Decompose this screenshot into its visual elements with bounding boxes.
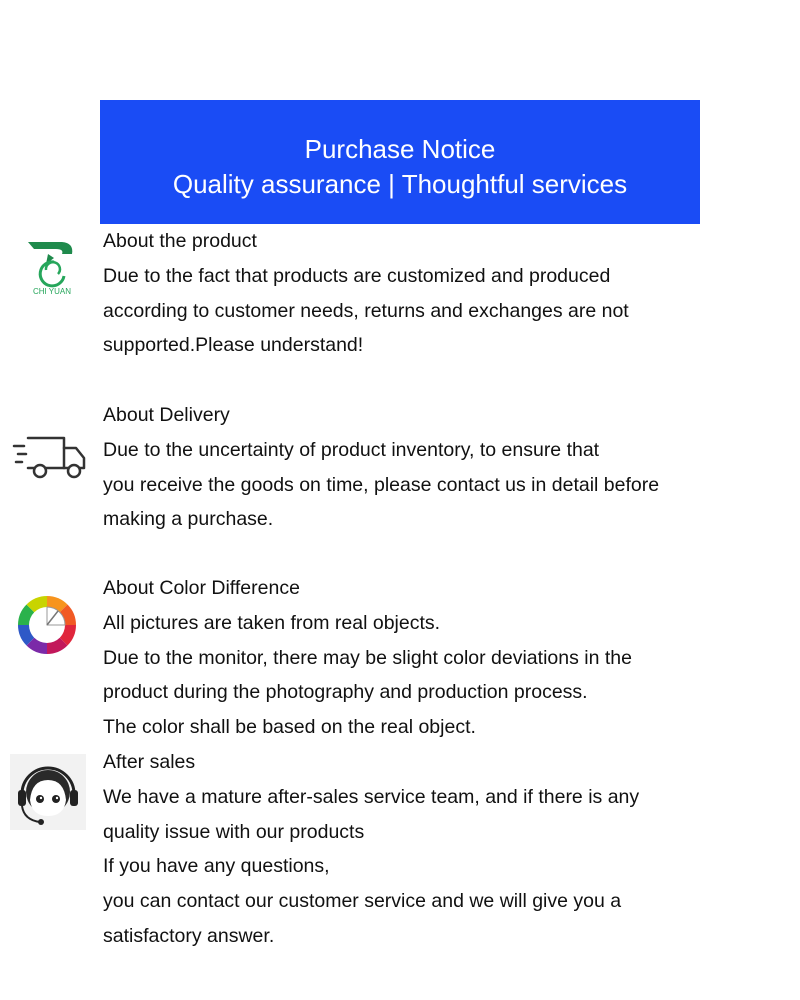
section-about-product [103, 224, 703, 363]
section-line: you can contact our customer service and we will give you a [103, 890, 622, 913]
section-line: making a purchase. [103, 508, 274, 531]
customer-service-headset-icon [10, 754, 86, 830]
section-line: Due to the uncertainty of product inventory, to ensure that [103, 438, 600, 461]
section-line: Due to the monitor, there may be slight color deviations in the [103, 646, 632, 669]
section-line: All pictures are taken from real objects. [103, 611, 441, 634]
logo-text: CHI YUAN [32, 287, 72, 296]
section-heading: After sales [103, 751, 196, 773]
section-line: The color shall be based on the real object. [103, 716, 476, 739]
color-wheel-icon [16, 594, 78, 656]
section-line: If you have any questions, [103, 855, 330, 878]
section-heading: About Color Difference [103, 577, 300, 599]
section-line: Due to the fact that products are customized and produced [103, 264, 611, 287]
banner-subtitle: Quality assurance | Thoughtful services [172, 169, 628, 199]
section-heading: About Delivery [103, 404, 230, 426]
section-line: satisfactory answer. [103, 924, 275, 947]
section-line: according to customer needs, returns and exchanges are not [103, 299, 629, 322]
chi-yuan-logo-icon [22, 240, 82, 298]
delivery-truck-icon [12, 432, 88, 482]
section-about-delivery [103, 398, 703, 537]
section-after-sales [103, 745, 703, 954]
banner-title: Purchase Notice [304, 134, 496, 164]
section-about-color [103, 571, 703, 745]
section-line: quality issue with our products [103, 820, 365, 843]
section-heading: About the product [103, 230, 257, 252]
section-line: you receive the goods on time, please contact us in detail before [103, 473, 660, 496]
section-line: We have a mature after-sales service team, and if there is any [103, 785, 640, 808]
section-line: product during the photography and production process. [103, 681, 588, 704]
section-line: supported.Please understand! [103, 334, 364, 357]
purchase-notice-banner [100, 100, 700, 224]
